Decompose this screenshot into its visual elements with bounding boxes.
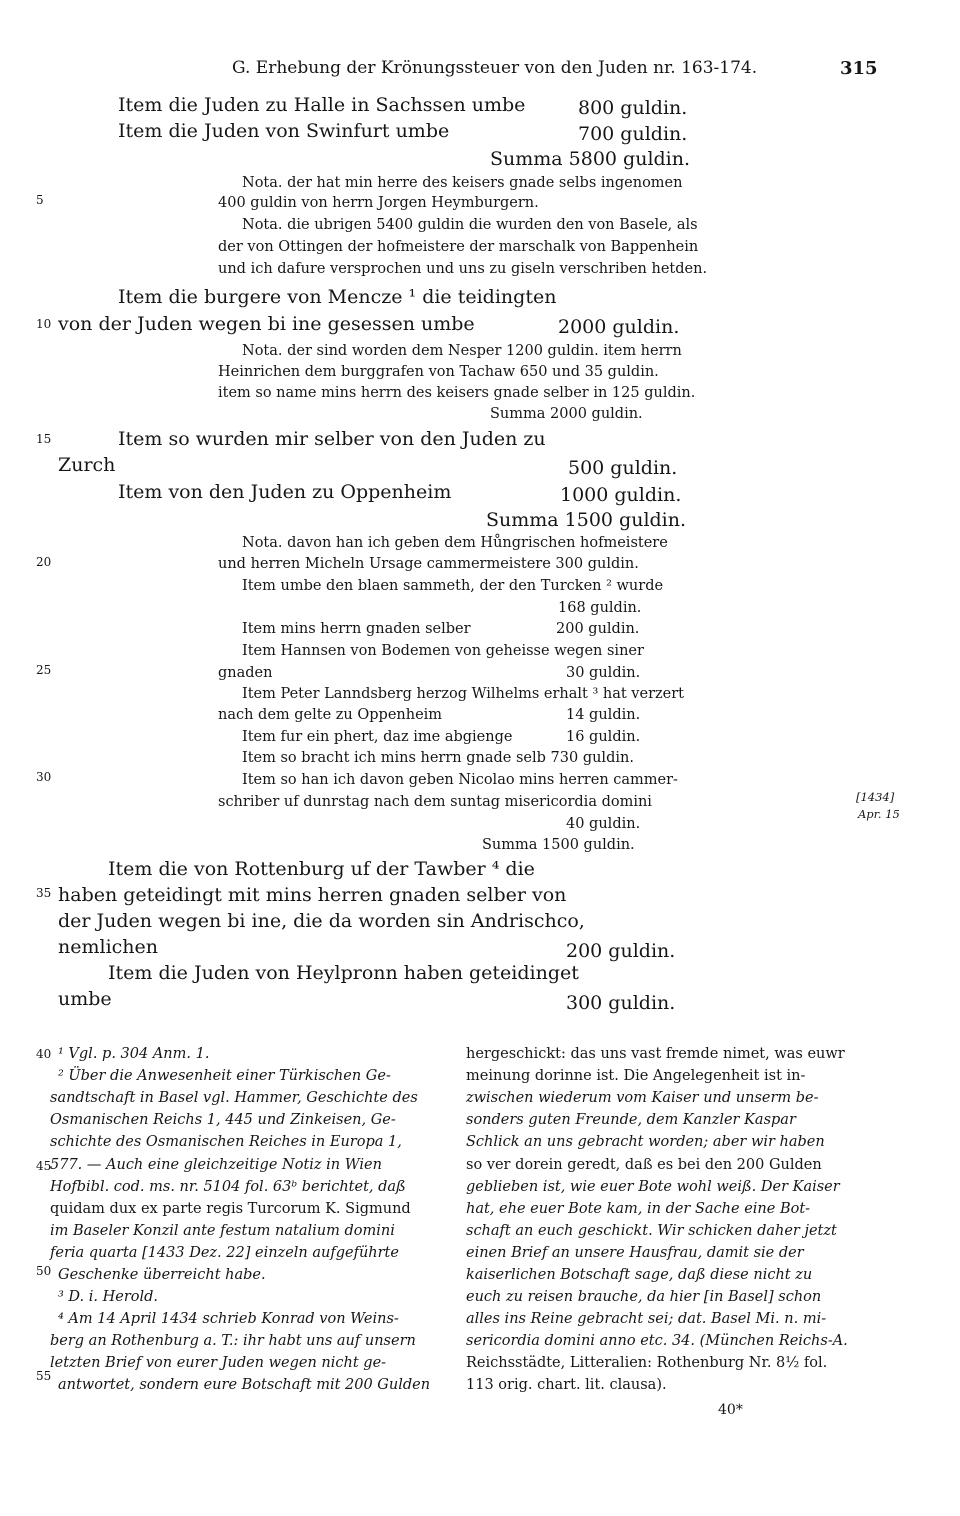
footnote-line: geblieben ist, wie euer Bote wohl weiß. Der Kaiser — [466, 1179, 840, 1195]
entry-amount: 40 guldin. — [566, 816, 641, 832]
footnote-line: zwischen wiederum vom Kaiser und unserm be- — [466, 1090, 819, 1106]
line-number: 50 — [36, 1264, 52, 1278]
entry-text: haben geteidingt mit mins herren gnaden selber von — [58, 884, 567, 906]
entry-text: Item von den Juden zu Oppenheim — [118, 481, 452, 503]
entry-text: Item fur ein phert, daz ime abgienge — [242, 729, 513, 745]
entry-amount: 168 guldin. — [558, 600, 642, 616]
entry-text: Item Hannsen von Bodemen von geheisse wegen siner — [242, 643, 644, 659]
entry-amount: Summa 1500 guldin. — [482, 837, 635, 853]
entry-text: Item die Juden von Heylpronn haben geteidinget — [108, 962, 579, 984]
entry-amount: 16 guldin. — [566, 729, 641, 745]
entry-text: Item so bracht ich mins herrn gnade selb 730 guldin. — [242, 750, 634, 766]
entry-text: nemlichen — [58, 936, 159, 958]
entry-text: der von Ottingen der hofmeistere der marschalk von Bappenhein — [218, 239, 699, 255]
footnote-line: Osmanischen Reichs 1, 445 und Zinkeisen, Ge- — [50, 1112, 396, 1128]
line-number: 40 — [36, 1047, 52, 1061]
entry-text: Nota. davon han ich geben dem Hůngrischen hofmeistere — [242, 535, 668, 551]
line-number: 45 — [36, 1159, 52, 1173]
entry-amount: Summa 2000 guldin. — [490, 406, 643, 422]
footnote-line: Hofbibl. cod. ms. nr. 5104 fol. 63ᵇ berichtet, daß — [50, 1179, 406, 1195]
footnote-line: berg an Rothenburg a. T.: ihr habt uns auf unsern — [50, 1333, 416, 1349]
entry-text: item so name mins herrn des keisers gnade selber in 125 guldin. — [218, 385, 696, 401]
entry-text: Item die Juden von Swinfurt umbe — [118, 120, 450, 142]
line-number: 15 — [36, 432, 52, 446]
footnote-line: hat, ehe euer Bote kam, in der Sache eine Bot- — [466, 1201, 811, 1217]
footnote-line: schaft an euch geschickt. Wir schicken daher jetzt — [466, 1223, 837, 1239]
entry-text: und ich dafure versprochen und uns zu giseln verschriben hetden. — [218, 261, 708, 277]
signature-mark: 40* — [718, 1402, 743, 1418]
footnote-line: ¹ Vgl. p. 304 Anm. 1. — [58, 1046, 210, 1062]
line-number: 20 — [36, 555, 52, 569]
line-number: 35 — [36, 886, 52, 900]
entry-amount: 2000 guldin. — [558, 316, 680, 338]
line-number: 25 — [36, 663, 52, 677]
entry-text: umbe — [58, 988, 112, 1010]
entry-amount: Summa 1500 guldin. — [486, 509, 687, 531]
footnote-line: meinung dorinne ist. Die Angelegenheit ist in- — [466, 1068, 806, 1084]
entry-amount: 1000 guldin. — [560, 484, 682, 506]
entry-text: gnaden — [218, 665, 273, 681]
footnote-line: 113 orig. chart. lit. clausa). — [466, 1377, 667, 1393]
entry-text: Item Peter Lanndsberg herzog Wilhelms erhalt ³ hat verzert — [242, 686, 684, 702]
entry-amount: Summa 5800 guldin. — [490, 148, 691, 170]
entry-text: Item so wurden mir selber von den Juden zu — [118, 428, 546, 450]
footnote-line: euch zu reisen brauche, da hier [in Basel] schon — [466, 1289, 822, 1305]
footnote-line: Schlick an uns gebracht worden; aber wir haben — [466, 1134, 825, 1150]
footnote-line: sonders guten Freunde, dem Kanzler Kaspar — [466, 1112, 796, 1128]
entry-text: Item so han ich davon geben Nicolao mins herren cammer- — [242, 772, 678, 788]
footnote-line: so ver dorein geredt, daß es bei den 200 Gulden — [466, 1157, 822, 1173]
entry-amount: 800 guldin. — [578, 97, 688, 119]
footnote-line: hergeschickt: das uns vast fremde nimet, was euwr — [466, 1046, 845, 1062]
footnote-line: ³ D. i. Herold. — [58, 1289, 159, 1305]
entry-text: nach dem gelte zu Oppenheim — [218, 707, 443, 723]
entry-text: Item die von Rottenburg uf der Tawber ⁴ die — [108, 858, 535, 880]
footnote-line: antwortet, sondern eure Botschaft mit 200 Gulden — [58, 1377, 431, 1393]
entry-amount: 200 guldin. — [566, 940, 676, 962]
entry-amount: 14 guldin. — [566, 707, 641, 723]
footnote-line: sandtschaft in Basel vgl. Hammer, Geschichte des — [50, 1090, 418, 1106]
footnote-line: ⁴ Am 14 April 1434 schrieb Konrad von Weins- — [58, 1311, 399, 1327]
entry-text: Item die Juden zu Halle in Sachssen umbe — [118, 94, 526, 116]
footnote-line: Reichsstädte, Litteralien: Rothenburg Nr. 8½ fol. — [466, 1355, 828, 1371]
line-number: 5 — [36, 193, 44, 207]
entry-text: Item mins herrn gnaden selber — [242, 621, 471, 637]
footnote-line: quidam dux ex parte regis Turcorum K. Sigmund — [50, 1201, 411, 1217]
entry-text: von der Juden wegen bi ine gesessen umbe — [58, 313, 475, 335]
entry-text: 400 guldin von herrn Jorgen Heymburgern. — [218, 195, 539, 211]
footnote-line: feria quarta [1433 Dez. 22] einzeln aufgeführte — [50, 1245, 399, 1261]
entry-text: Nota. der sind worden dem Nesper 1200 guldin. item herrn — [242, 343, 682, 359]
footnote-line: einen Brief an unsere Hausfrau, damit sie der — [466, 1245, 804, 1261]
footnote-line: letzten Brief von eurer Juden wegen nicht ge- — [50, 1355, 387, 1371]
page-number: 315 — [840, 58, 878, 79]
entry-text: Item die burgere von Mencze ¹ die teidingten — [118, 286, 557, 308]
side-note-date: [1434] — [856, 790, 895, 804]
entry-amount: 30 guldin. — [566, 665, 641, 681]
footnote-line: ² Über die Anwesenheit einer Türkischen Ge- — [58, 1068, 391, 1084]
footnote-line: 577. — Auch eine gleichzeitige Notiz in Wien — [50, 1157, 382, 1173]
entry-amount: 200 guldin. — [556, 621, 640, 637]
entry-text: und herren Micheln Ursage cammermeistere 300 guldin. — [218, 556, 639, 572]
footnote-line: sericordia domini anno etc. 34. (München Reichs-A. — [466, 1333, 848, 1349]
footnote-line: Geschenke überreicht habe. — [58, 1267, 266, 1283]
entry-text: schriber uf dunrstag nach dem suntag misericordia domini — [218, 794, 652, 810]
entry-text: Item umbe den blaen sammeth, der den Turcken ² wurde — [242, 578, 664, 594]
entry-text: Zurch — [58, 454, 116, 476]
line-number: 55 — [36, 1369, 52, 1383]
footnote-line: schichte des Osmanischen Reiches in Europa 1, — [50, 1134, 402, 1150]
entry-text: der Juden wegen bi ine, die da worden sin Andrischco, — [58, 910, 585, 932]
footnote-line: im Baseler Konzil ante festum natalium domini — [50, 1223, 395, 1239]
side-note-day: Apr. 15 — [858, 807, 900, 821]
entry-text: Nota. die ubrigen 5400 guldin die wurden den von Basele, als — [242, 217, 698, 233]
line-number: 30 — [36, 770, 52, 784]
footnote-line: alles ins Reine gebracht sei; dat. Basel Mi. n. mi- — [466, 1311, 827, 1327]
running-title: G. Erhebung der Krönungssteuer von den Juden nr. 163-174. — [232, 58, 758, 78]
entry-amount: 700 guldin. — [578, 123, 688, 145]
entry-amount: 300 guldin. — [566, 992, 676, 1014]
entry-text: Nota. der hat min herre des keisers gnade selbs ingenomen — [242, 175, 683, 191]
line-number: 10 — [36, 317, 52, 331]
entry-amount: 500 guldin. — [568, 457, 678, 479]
footnote-line: kaiserlichen Botschaft sage, daß diese nicht zu — [466, 1267, 813, 1283]
entry-text: Heinrichen dem burggrafen von Tachaw 650 und 35 guldin. — [218, 364, 659, 380]
